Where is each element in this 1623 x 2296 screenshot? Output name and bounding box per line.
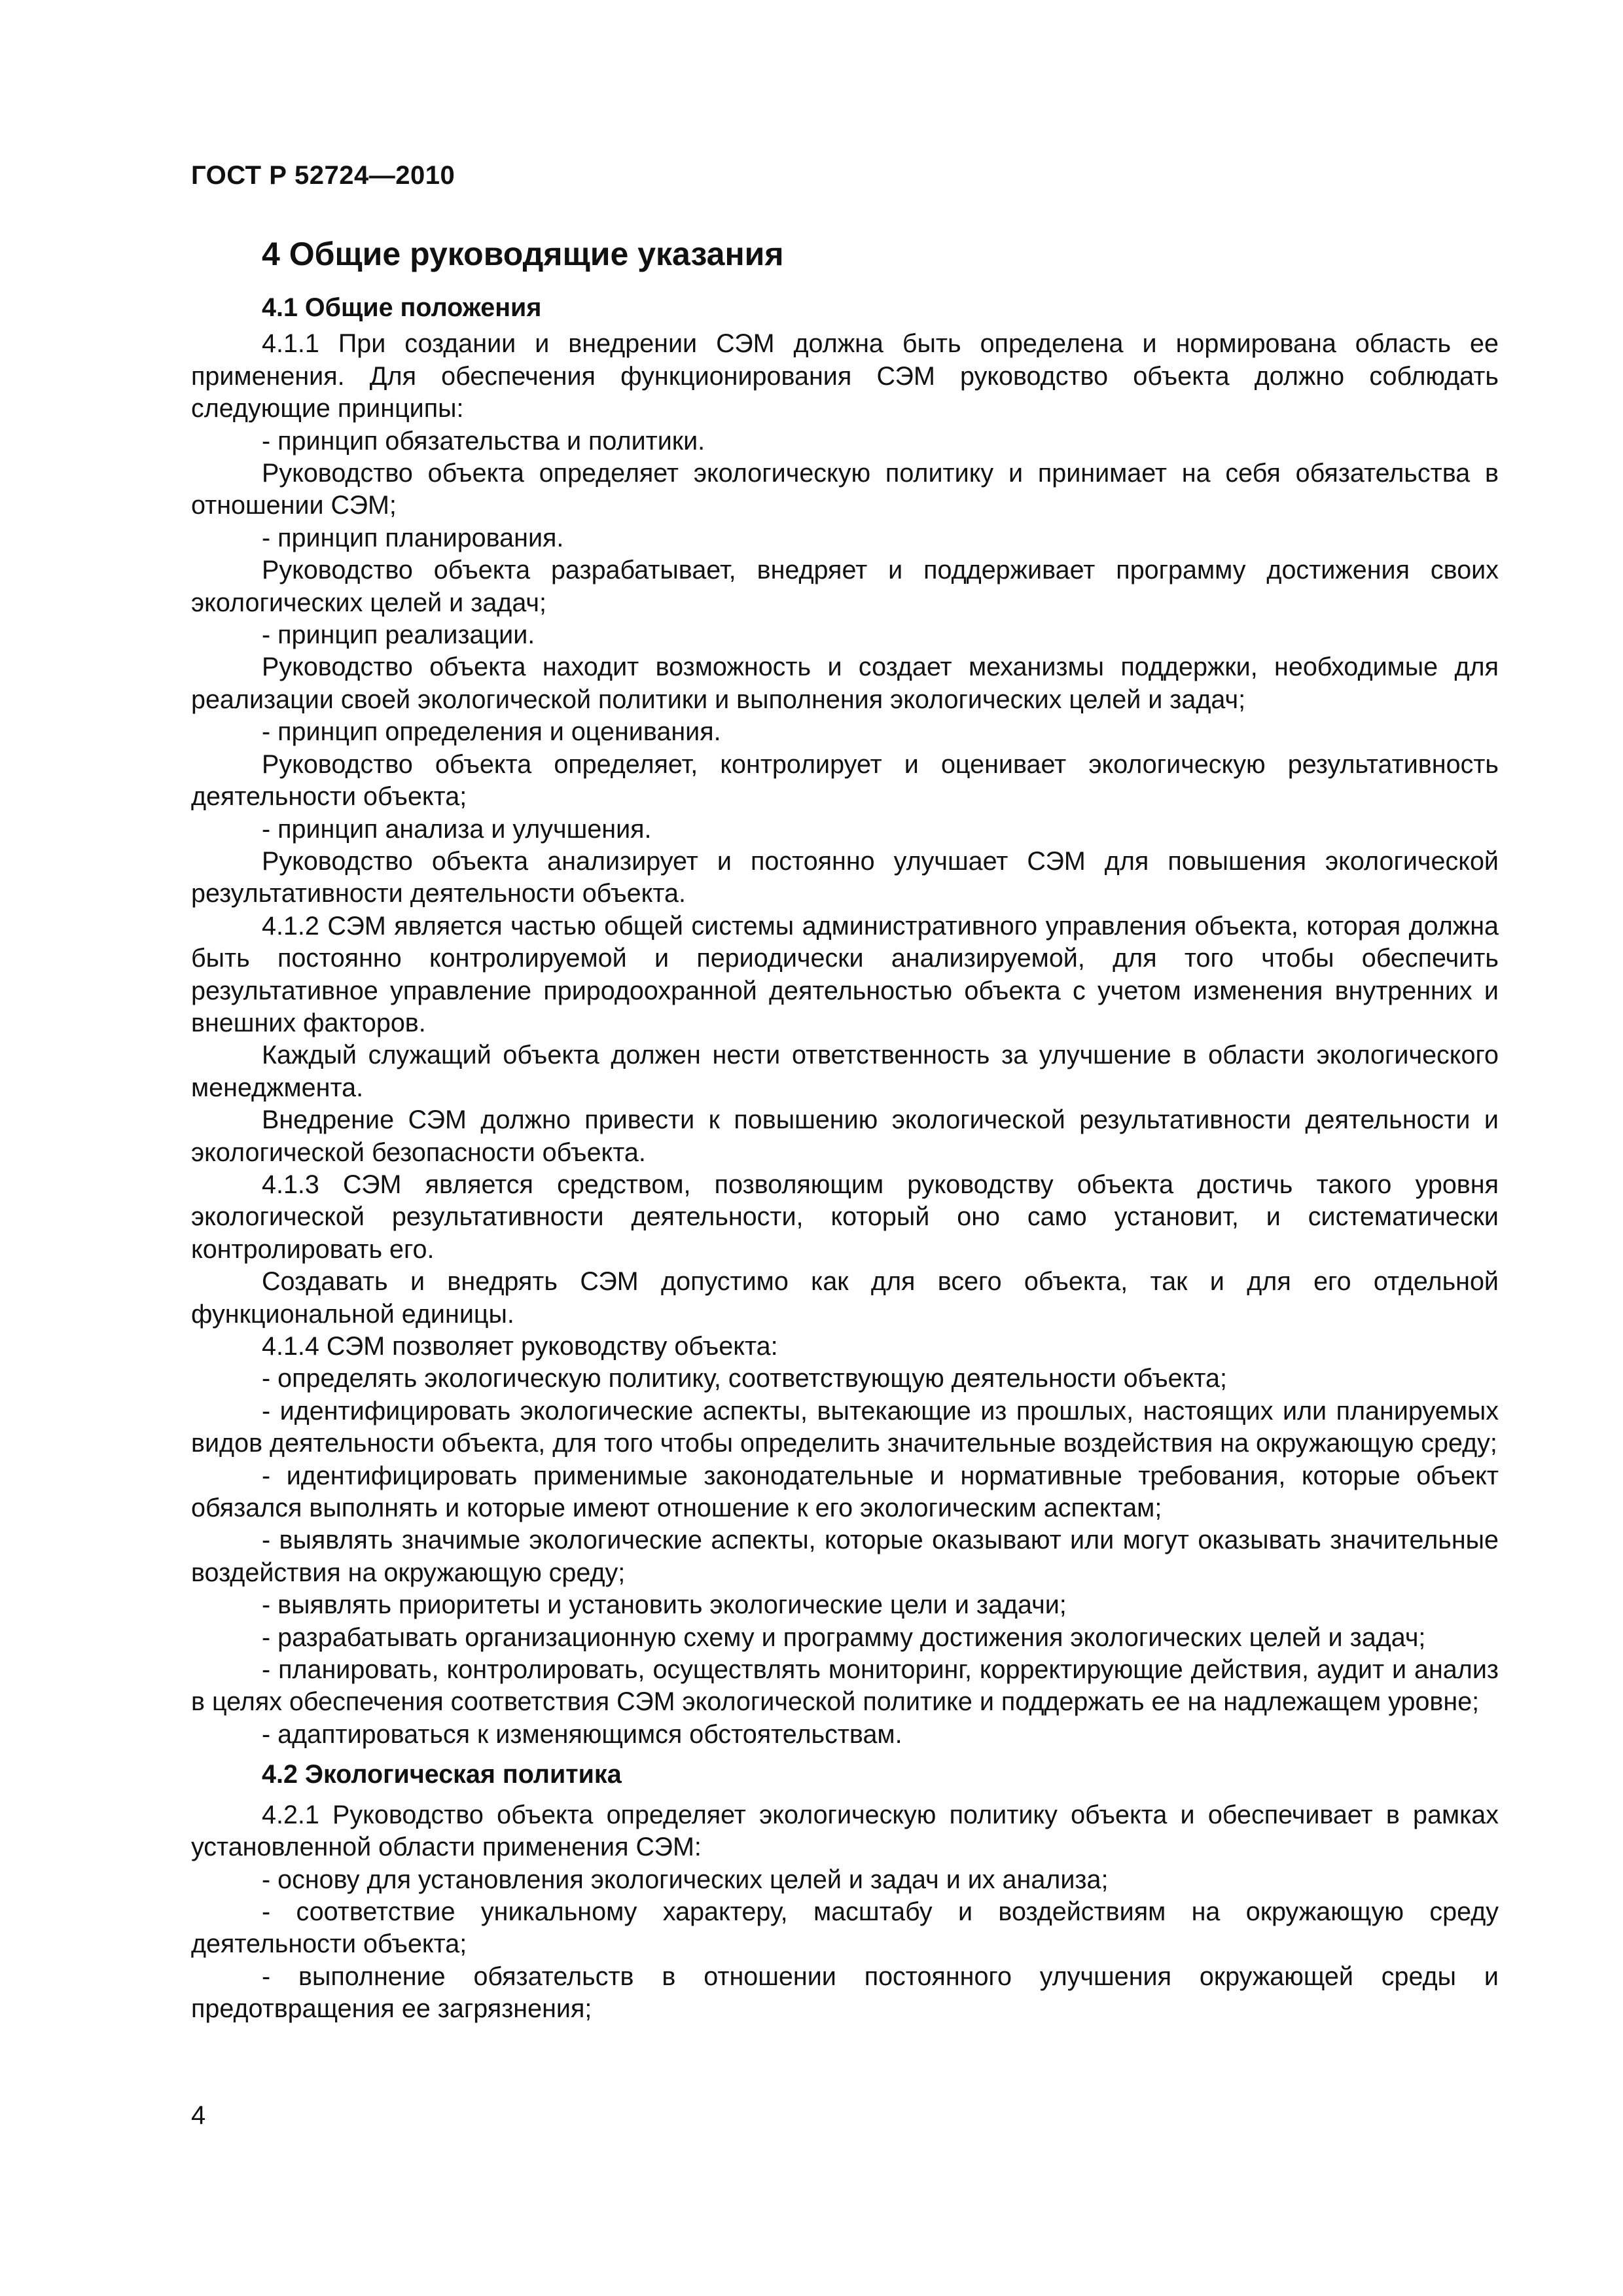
paragraph: Внедрение СЭМ должно привести к повышению экологической результативности деятельности и экологической безопасности объекта. xyxy=(191,1105,1499,1167)
list-item: - принцип реализации. xyxy=(262,620,535,650)
list-item: - определять экологическую политику, соответствующую деятельности объекта; xyxy=(262,1364,1227,1393)
list-item: - идентифицировать применимые законодательные и нормативные требования, которые объект обязался выполнять и которые имеют отношение к его экологическим аспектам; xyxy=(191,1461,1499,1523)
paragraph: Руководство объекта определяет, контролирует и оценивает экологическую результативность деятельности объекта; xyxy=(191,749,1499,812)
section-title: 4 Общие руководящие указания xyxy=(262,236,784,272)
paragraph: 4.1.3 СЭМ является средством, позволяющим руководству объекта достичь такого уровня экологической результативности деятельности, который оно само установит, и систематически контролировать его. xyxy=(191,1170,1499,1264)
subsection-title-4-1: 4.1 Общие положения xyxy=(262,293,542,322)
list-item: - выявлять значимые экологические аспекты, которые оказывают или могут оказывать значительные воздействия на окружающую среду; xyxy=(191,1526,1499,1587)
paragraph: 4.1.2 СЭМ является частью общей системы административного управления объекта, которая должна быть постоянно контролируемой и периодически анализируемой, для того чтобы обеспечить результативное управление природоохранной деятельностью объекта с учетом изменения внутренних и внешних факторов. xyxy=(191,911,1499,1037)
paragraph: Каждый служащий объекта должен нести ответственность за улучшение в области экологического менеджмента. xyxy=(191,1041,1499,1102)
list-item: - принцип определения и оценивания. xyxy=(262,717,721,747)
list-item: - принцип обязательства и политики. xyxy=(262,426,705,456)
subsection-4-1-body xyxy=(191,328,1499,1751)
list-item: - основу для установления экологических целей и задач и их анализа; xyxy=(262,1865,1109,1894)
paragraph: Руководство объекта определяет экологическую политику и принимает на себя обязательства в отношении СЭМ; xyxy=(191,459,1499,520)
list-item: - планировать, контролировать, осуществлять мониторинг, корректирующие действия, аудит и анализ в целях обеспечения соответствия СЭМ экологической политике и поддержать ее на надлежащем уровне; xyxy=(191,1655,1499,1717)
list-item: - выявлять приоритеты и установить экологические цели и задачи; xyxy=(262,1590,1067,1620)
paragraph: Руководство объекта разрабатывает, внедряет и поддерживает программу достижения своих экологических целей и задач; xyxy=(191,556,1499,617)
list-item: - принцип планирования. xyxy=(262,523,564,552)
page-number: 4 xyxy=(191,2101,206,2130)
paragraph: Создавать и внедрять СЭМ допустимо как для всего объекта, так и для его отдельной функциональной единицы. xyxy=(191,1267,1499,1329)
list-item: - разрабатывать организационную схему и программу достижения экологических целей и задач; xyxy=(262,1623,1426,1652)
paragraph: 4.2.1 Руководство объекта определяет экологическую политику объекта и обеспечивает в рамках установленной области применения СЭМ: xyxy=(191,1800,1499,1862)
list-item: - выполнение обязательств в отношении постоянного улучшения окружающей среды и предотвращения ее загрязнения; xyxy=(191,1962,1499,2024)
page-body xyxy=(191,234,1499,2026)
list-item: - идентифицировать экологические аспекты, вытекающие из прошлых, настоящих или планируемых видов деятельности объекта, для того чтобы определить значительные воздействия на окружающую среду; xyxy=(191,1396,1499,1458)
paragraph: Руководство объекта находит возможность и создает механизмы поддержки, необходимые для реализации своей экологической политики и выполнения экологических целей и задач; xyxy=(191,653,1499,714)
paragraph: 4.1.4 СЭМ позволяет руководству объекта: xyxy=(262,1332,778,1361)
subsection-title-4-2: 4.2 Экологическая политика xyxy=(262,1760,622,1789)
list-item: - соответствие уникальному характеру, масштабу и воздействиям на окружающую среду деятельности объекта; xyxy=(191,1897,1499,1959)
paragraph: 4.1.1 При создании и внедрении СЭМ должна быть определена и нормирована область ее применения. Для обеспечения функционирования СЭМ руководство объекта должно соблюдать следующие принципы: xyxy=(191,329,1499,423)
list-item: - адаптироваться к изменяющимся обстоятельствам. xyxy=(262,1719,902,1749)
list-item: - принцип анализа и улучшения. xyxy=(262,814,652,844)
subsection-4-2-body xyxy=(191,1799,1499,2026)
paragraph: Руководство объекта анализирует и постоянно улучшает СЭМ для повышения экологической результативности деятельности объекта. xyxy=(191,846,1499,908)
document-code-header: ГОСТ Р 52724—2010 xyxy=(191,161,455,190)
